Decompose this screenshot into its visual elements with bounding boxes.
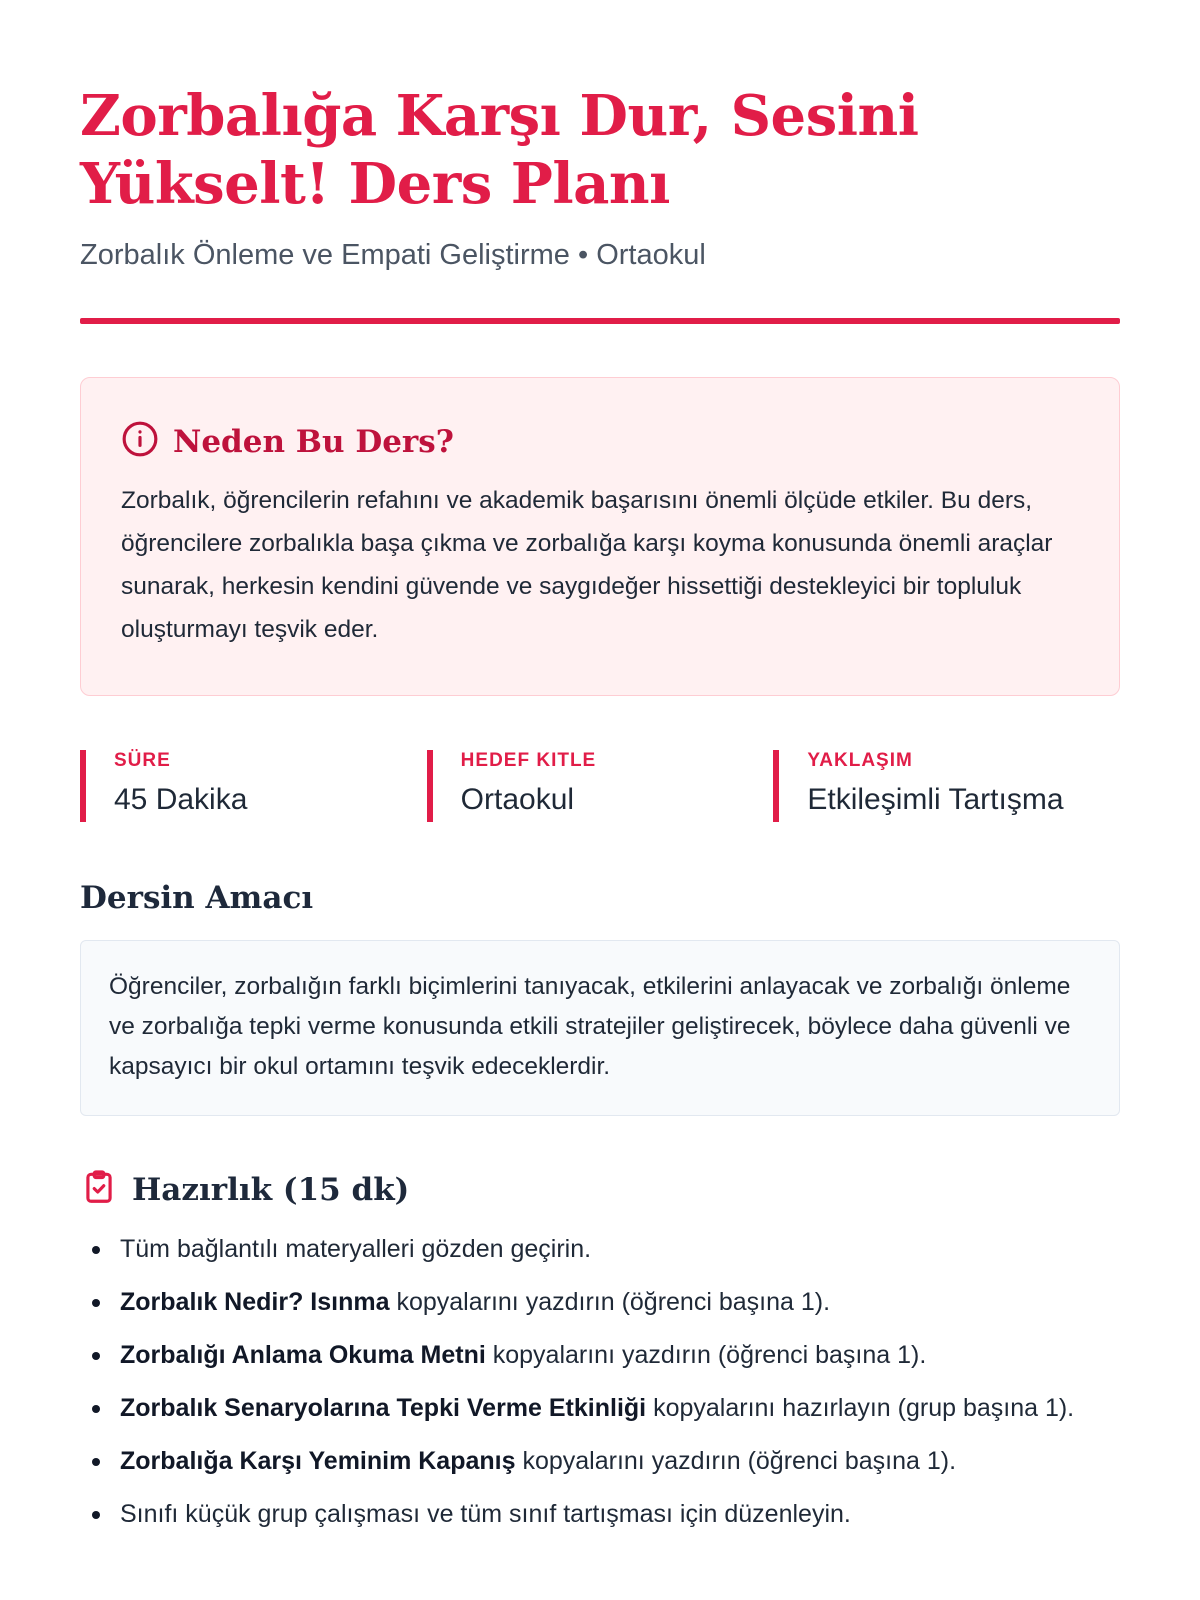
info-icon	[121, 420, 159, 463]
meta-audience	[427, 750, 774, 822]
prep-section-title: Hazırlık (15 dk)	[132, 1171, 410, 1208]
meta-audience-label: HEDEF KITLE	[460, 750, 597, 771]
list-item: Zorbalığı Anlama Okuma Metni kopyalarını yazdırın (öğrenci başına 1).	[80, 1335, 1120, 1375]
header-divider	[80, 318, 1120, 324]
meta-approach-value: Etkileşimli Tartışma	[807, 783, 1064, 816]
list-item: Tüm bağlantılı materyalleri gözden geçirin.	[80, 1229, 1120, 1269]
lesson-meta-row	[80, 750, 1120, 822]
meta-audience-value: Ortaokul	[460, 783, 575, 816]
list-item: Zorbalık Senaryolarına Tepki Verme Etkinliği kopyalarını hazırlayın (grup başına 1).	[80, 1388, 1120, 1428]
why-card-header	[121, 420, 1079, 463]
aim-section-title: Dersin Amacı	[80, 880, 314, 916]
meta-approach	[773, 750, 1120, 822]
meta-duration	[80, 750, 427, 822]
list-item: Zorbalığa Karşı Yeminim Kapanış kopyalarını yazdırın (öğrenci başına 1).	[80, 1441, 1120, 1481]
why-this-lesson-card	[80, 377, 1120, 696]
prep-section-header	[80, 1168, 1120, 1211]
meta-duration-value: 45 Dakika	[114, 783, 248, 816]
list-item: Zorbalık Nedir? Isınma kopyalarını yazdırın (öğrenci başına 1).	[80, 1282, 1120, 1322]
why-card-title: Neden Bu Ders?	[173, 423, 454, 460]
aim-box: Öğrenciler, zorbalığın farklı biçimlerini tanıyacak, etkilerini anlayacak ve zorbalığı önleme ve zorbalığa tepki verme konusunda etkili stratejiler geliştirecek, böylece daha güvenli ve kapsayıcı bir okul ortamını teşvik edeceklerdir.	[80, 940, 1120, 1116]
document-header	[80, 0, 1120, 324]
why-card-body: Zorbalık, öğrencilerin refahını ve akademik başarısını önemli ölçüde etkiler. Bu ders, öğrencilere zorbalıkla başa çıkma ve zorbalığa karşı koyma konusunda önemli araçlar sunarak, herkesin kendini güvende ve saygıdeğer hissettiği destekleyici bir topluluk oluşturmayı teşvik eder.	[121, 487, 1053, 643]
page-title: Zorbalığa Karşı Dur, Sesini Yükselt! Ders Planı	[80, 83, 919, 217]
meta-approach-label: YAKLAŞIM	[807, 750, 913, 771]
list-item: Sınıfı küçük grup çalışması ve tüm sınıf tartışması için düzenleyin.	[80, 1494, 1120, 1534]
clipboard-check-icon	[80, 1168, 118, 1211]
prep-list	[80, 1229, 1120, 1534]
meta-duration-label: SÜRE	[114, 750, 171, 771]
page-subtitle: Zorbalık Önleme ve Empati Geliştirme • Ortaokul	[80, 239, 706, 271]
